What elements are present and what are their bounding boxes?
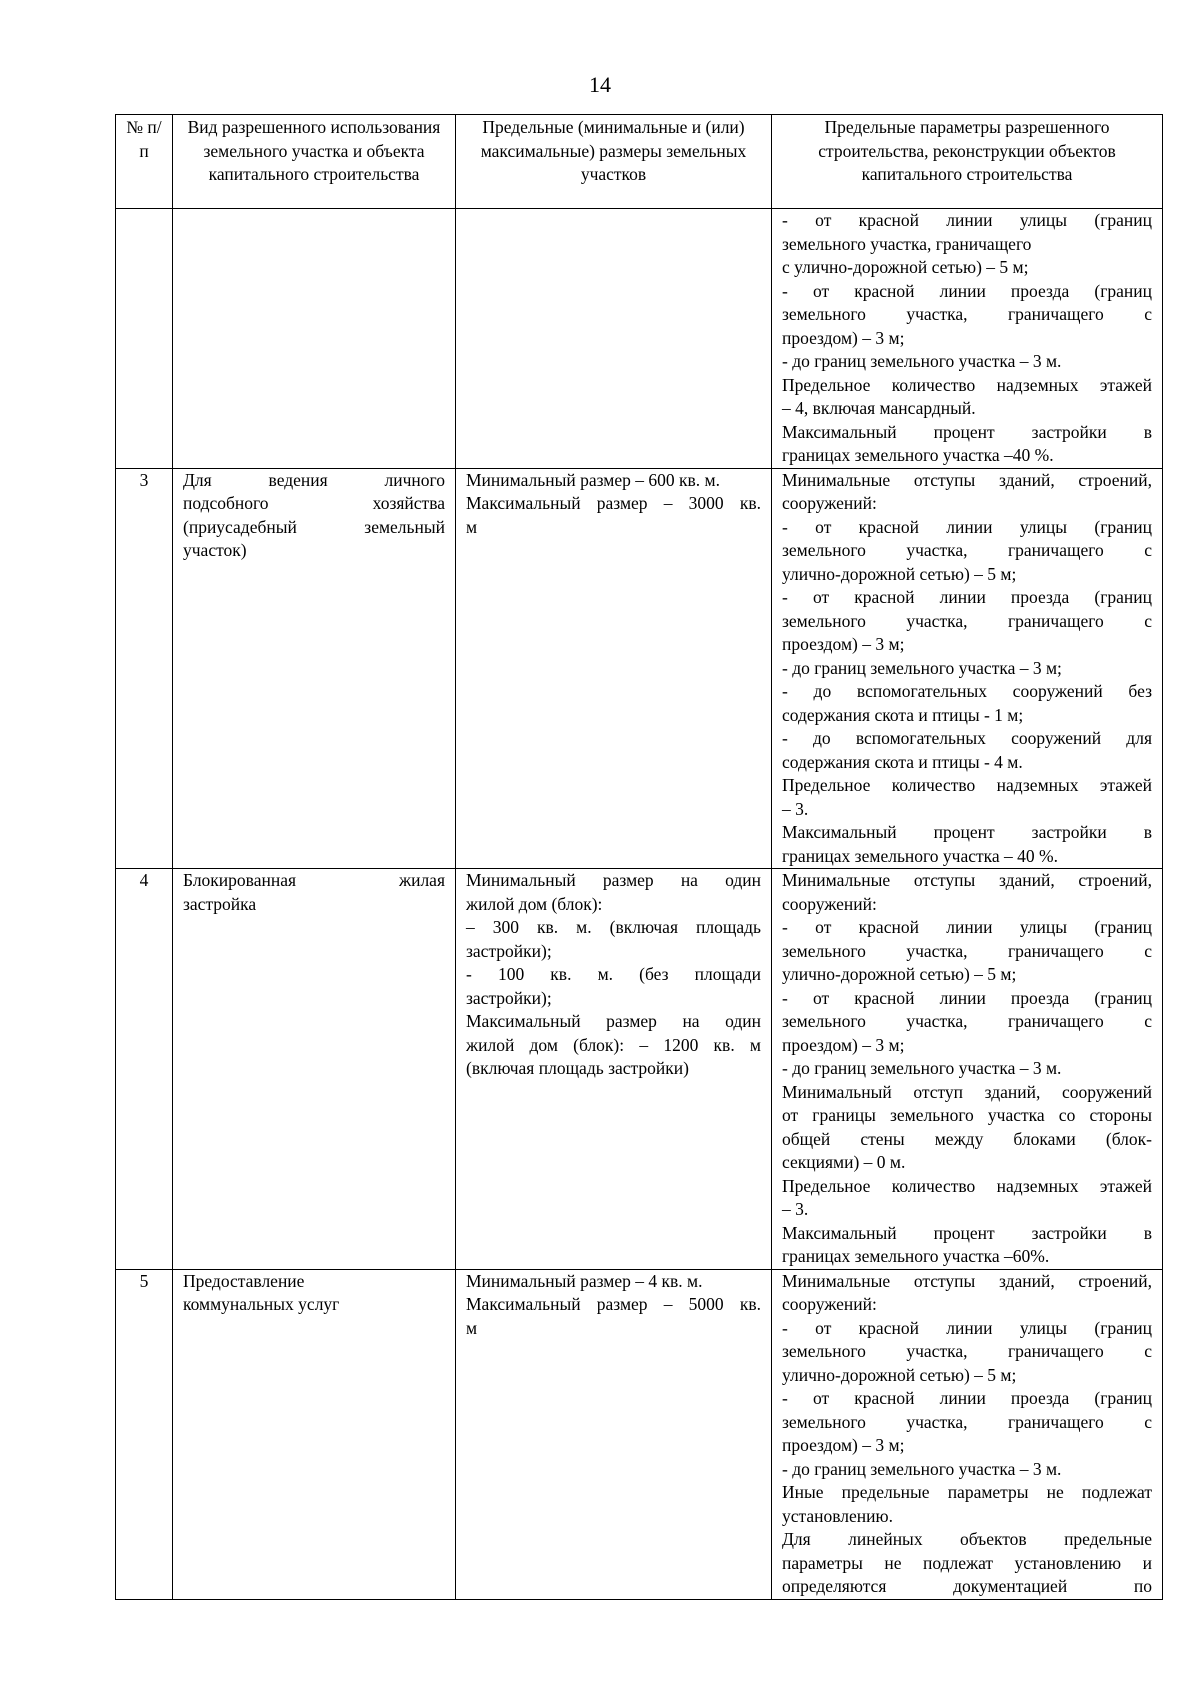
cell-line: Блокированная жилая — [183, 870, 445, 890]
cell-line: границах земельного участка –40 %. — [782, 445, 1054, 465]
cell-line: Максимальный процент застройки в — [782, 822, 1152, 842]
land-use-type-cell — [173, 1269, 456, 1599]
header-construction-parameters: Предельные параметры разрешенного строительства, реконструкции объектов капитального строительства — [772, 115, 1163, 209]
cell-line: секциями) – 0 м. — [782, 1152, 906, 1172]
cell-line: с улично-дорожной сетью) – 5 м; — [782, 257, 1029, 277]
cell-line: Минимальные отступы зданий, строений, — [782, 469, 1152, 490]
row-number-cell: 4 — [116, 869, 173, 1270]
cell-line: Максимальный размер – 5000 кв. — [466, 1294, 761, 1314]
cell-line: земельного участка, граничащего с — [782, 540, 1152, 560]
cell-line: - от красной линии проезда (границ — [782, 1388, 1152, 1408]
cell-line: жилой дом (блок): — [466, 893, 603, 914]
cell-line: Предоставление — [183, 1270, 305, 1291]
cell-line: земельного участка, граничащего с — [782, 610, 1152, 631]
cell-line: проездом) – 3 м; — [782, 1435, 905, 1455]
cell-line: Минимальный отступ зданий, сооружений — [782, 1081, 1152, 1102]
cell-line: подсобного хозяйства — [183, 493, 445, 513]
cell-line: - от красной линии улицы (границ — [782, 516, 1152, 537]
cell-line: установлению. — [782, 1505, 893, 1526]
cell-line: содержания скота и птицы - 4 м. — [782, 751, 1023, 772]
cell-line: границах земельного участка –60%. — [782, 1246, 1050, 1266]
cell-line: Предельное количество надземных этажей — [782, 775, 1152, 795]
cell-line: Максимальный размер – 3000 кв. — [466, 493, 761, 513]
cell-line: определяются документацией по — [782, 1576, 1152, 1596]
cell-line: - до границ земельного участка – 3 м; — [782, 657, 1062, 678]
cell-line: м — [466, 516, 478, 537]
cell-line: - от красной линии улицы (границ — [782, 917, 1152, 937]
cell-line: - 100 кв. м. (без площади — [466, 964, 761, 984]
parameters-cell — [772, 1269, 1163, 1599]
parameters-cell — [772, 209, 1163, 469]
cell-line: земельного участка, граничащего с — [782, 304, 1152, 324]
cell-line: Минимальный размер – 600 кв. м. — [466, 469, 720, 490]
cell-line: земельного участка, граничащего — [782, 233, 1032, 254]
table-row — [116, 209, 1163, 469]
plot-size-cell — [456, 869, 772, 1270]
cell-line: - от красной линии проезда (границ — [782, 280, 1152, 301]
land-use-type-cell — [173, 209, 456, 469]
parameters-cell — [772, 869, 1163, 1270]
cell-line: - до вспомогательных сооружений для — [782, 728, 1152, 748]
header-plot-size-limits: Предельные (минимальные и (или) максимальные) размеры земельных участков — [456, 115, 772, 209]
cell-line: - до границ земельного участка – 3 м. — [782, 1458, 1062, 1479]
cell-line: содержания скота и птицы - 1 м; — [782, 704, 1024, 725]
row-number-cell: 5 — [116, 1269, 173, 1599]
cell-line: Минимальный размер на один — [466, 870, 761, 890]
plot-size-cell — [456, 1269, 772, 1599]
cell-line: общей стены между блоками (блок- — [782, 1128, 1152, 1149]
cell-line: – 3. — [782, 798, 809, 819]
cell-line: м — [466, 1317, 478, 1338]
cell-line: - от красной линии проезда (границ — [782, 987, 1152, 1008]
cell-line: Максимальный процент застройки в — [782, 1222, 1152, 1243]
cell-line: земельного участка, граничащего с — [782, 940, 1152, 961]
cell-line: Максимальный процент застройки в — [782, 421, 1152, 442]
cell-line: Для ведения личного — [183, 469, 445, 490]
cell-line: – 4, включая мансардный. — [782, 398, 976, 418]
cell-line: сооружений: — [782, 893, 877, 914]
cell-line: - от красной линии улицы (границ — [782, 1317, 1152, 1338]
cell-line: от границы земельного участка со стороны — [782, 1105, 1152, 1125]
page-number: 14 — [589, 72, 611, 97]
cell-line: - до границ земельного участка – 3 м. — [782, 1058, 1062, 1078]
header-land-use-type: Вид разрешенного использования земельного участка и объекта капитального строительства — [173, 115, 456, 209]
cell-line: Предельное количество надземных этажей — [782, 374, 1152, 395]
cell-line: - от красной линии проезда (границ — [782, 587, 1152, 607]
cell-line: Минимальные отступы зданий, строений, — [782, 870, 1152, 890]
table-row — [116, 468, 1163, 869]
cell-line: – 3. — [782, 1199, 809, 1219]
cell-line: Минимальные отступы зданий, строений, — [782, 1270, 1152, 1291]
cell-line: сооружений: — [782, 1294, 877, 1314]
cell-line: земельного участка, граничащего с — [782, 1341, 1152, 1361]
cell-line: - до границ земельного участка – 3 м. — [782, 351, 1062, 371]
plot-size-cell — [456, 209, 772, 469]
cell-line: Для линейных объектов предельные — [782, 1529, 1152, 1549]
parameters-cell — [772, 468, 1163, 869]
cell-line: проездом) – 3 м; — [782, 634, 905, 654]
cell-line: - до вспомогательных сооружений без — [782, 681, 1152, 701]
cell-line: коммунальных услуг — [183, 1294, 340, 1314]
land-use-type-cell — [173, 468, 456, 869]
cell-line: проездом) – 3 м; — [782, 327, 905, 348]
cell-line: проездом) – 3 м; — [782, 1034, 905, 1055]
plot-size-cell — [456, 468, 772, 869]
cell-line: земельного участка, граничащего с — [782, 1011, 1152, 1031]
row-number-cell: 3 — [116, 468, 173, 869]
cell-line: границах земельного участка – 40 %. — [782, 845, 1058, 866]
cell-line: (приусадебный земельный — [183, 516, 445, 537]
cell-line: Минимальный размер – 4 кв. м. — [466, 1270, 703, 1291]
land-use-table — [115, 114, 1163, 1600]
cell-line: (включая площадь застройки) — [466, 1058, 689, 1078]
cell-line: участок) — [183, 540, 247, 560]
cell-line: земельного участка, граничащего с — [782, 1411, 1152, 1432]
land-use-type-cell — [173, 869, 456, 1270]
cell-line: улично-дорожной сетью) – 5 м; — [782, 563, 1017, 584]
cell-line: улично-дорожной сетью) – 5 м; — [782, 964, 1017, 984]
table-header-row — [116, 115, 1163, 209]
cell-line: сооружений: — [782, 493, 877, 513]
cell-line: улично-дорожной сетью) – 5 м; — [782, 1364, 1017, 1385]
cell-line: застройка — [183, 893, 257, 914]
cell-line: Иные предельные параметры не подлежат — [782, 1482, 1152, 1502]
cell-line: параметры не подлежат установлению и — [782, 1552, 1152, 1573]
cell-line: застройки); — [466, 940, 552, 961]
table-row — [116, 869, 1163, 1270]
cell-line: Максимальный размер на один — [466, 1011, 761, 1031]
table-body — [116, 209, 1163, 1600]
table-row — [116, 1269, 1163, 1599]
header-number: № п/п — [116, 115, 173, 209]
cell-line: застройки); — [466, 987, 552, 1008]
cell-line: - от красной линии улицы (границ — [782, 210, 1152, 230]
cell-line: жилой дом (блок): – 1200 кв. м — [466, 1034, 761, 1055]
row-number-cell — [116, 209, 173, 469]
cell-line: – 300 кв. м. (включая площадь — [466, 917, 761, 937]
cell-line: Предельное количество надземных этажей — [782, 1175, 1152, 1196]
